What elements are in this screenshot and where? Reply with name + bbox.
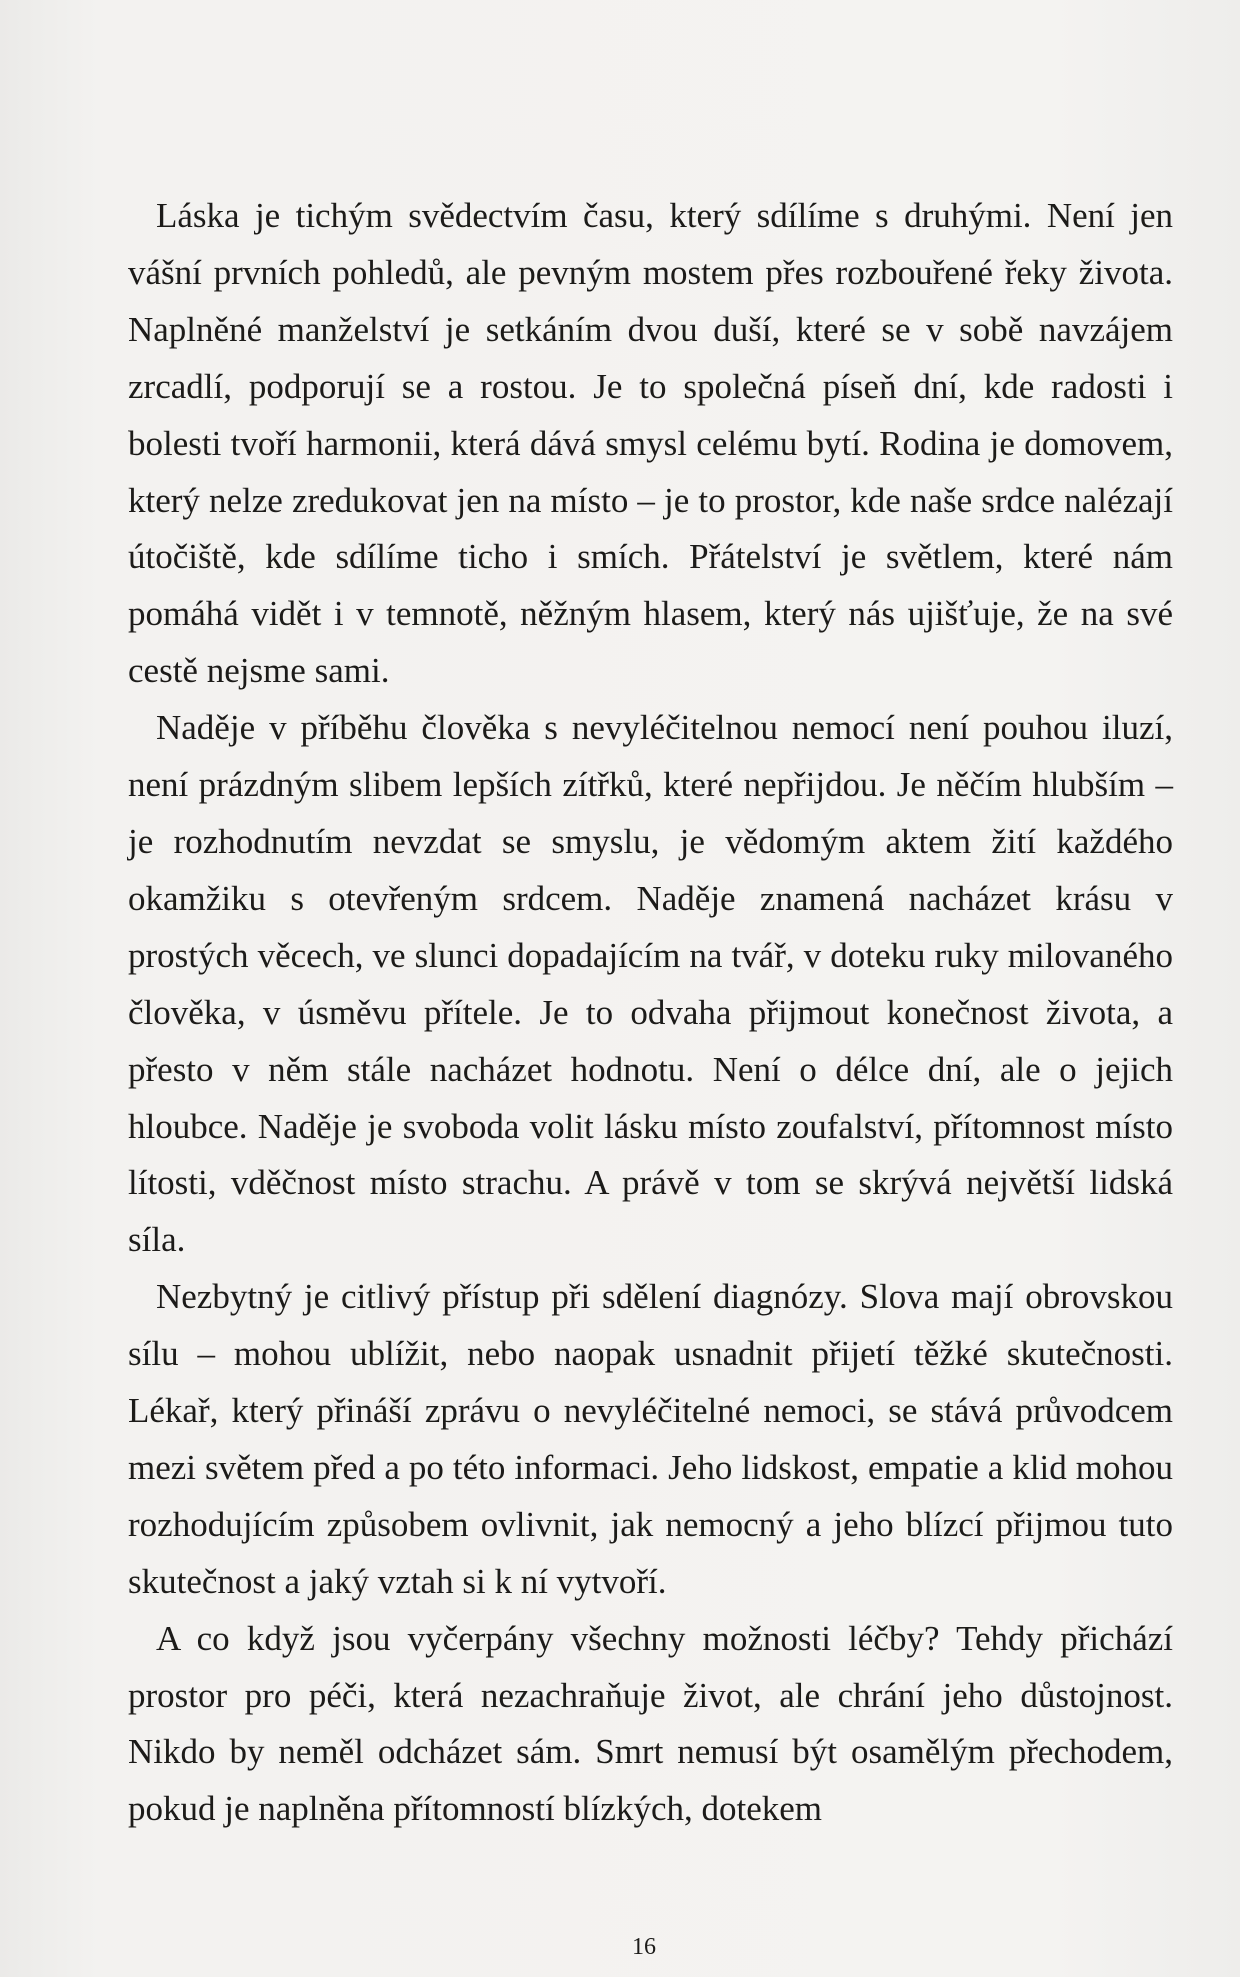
paragraph-diagnosis: Nezbytný je citlivý přístup při sdělení diagnózy. Slova mají obrovskou sílu – mohou ublížit, nebo naopak usnadnit přijetí těžké skutečnosti. Lékař, který přináší zprávu o nevyléčitelné nemoci, se stává průvodcem mezi světem před a po této informaci. Jeho lidskost, empatie a klid mohou rozhodujícím způsobem ovlivnit, jak nemocný a jeho blízcí přijmou tuto skutečnost a jaký vztah si k ní vytvoří. (128, 1277, 1173, 1601)
body-text (128, 188, 1173, 1838)
page-number: 16 (632, 1934, 656, 1960)
paragraph-love: Láska je tichým svědectvím času, který sdílíme s druhými. Není jen vášní prvních pohledů, ale pevným mostem přes rozbouřené řeky života. Naplněné manželství je setkáním dvou duší, které se v sobě navzájem zrcadlí, podporují se a rostou. Je to společná píseň dní, kde radosti i bolesti tvoří harmonii, která dává smysl celému bytí. Rodina je domovem, který nelze zredukovat jen na místo – je to prostor, kde naše srdce nalézají útočiště, kde sdílíme ticho i smích. Přátelství je světlem, které nám pomáhá vidět i v temnotě, něžným hlasem, který nás ujišťuje, že na své cestě nejsme sami. (128, 196, 1173, 691)
paragraph-palliative-care: A co když jsou vyčerpány všechny možnosti léčby? Tehdy přichází prostor pro péči, která nezachraňuje život, ale chrání jeho důstojnost. Nikdo by neměl odcházet sám. Smrt nemusí být osamělým přechodem, pokud je naplněna přítomností blízkých, dotekem (128, 1618, 1173, 1829)
paragraph-hope: Naděje v příběhu člověka s nevyléčitelnou nemocí není pouhou iluzí, není prázdným slibem lepších zítřků, které nepřijdou. Je něčím hlubším – je rozhodnutím nevzdat se smyslu, je vědomým aktem žití každého okamžiku s otevřeným srdcem. Naděje znamená nacházet krásu v prostých věcech, ve slunci dopadajícím na tvář, v doteku ruky milovaného člověka, v úsměvu přítele. Je to odvaha přijmout konečnost života, a přesto v něm stále nacházet hodnotu. Není o délce dní, ale o jejich hloubce. Naděje je svoboda volit lásku místo zoufalství, přítomnost místo lítosti, vděčnost místo strachu. A právě v tom se skrývá největší lidská síla. (128, 708, 1173, 1260)
